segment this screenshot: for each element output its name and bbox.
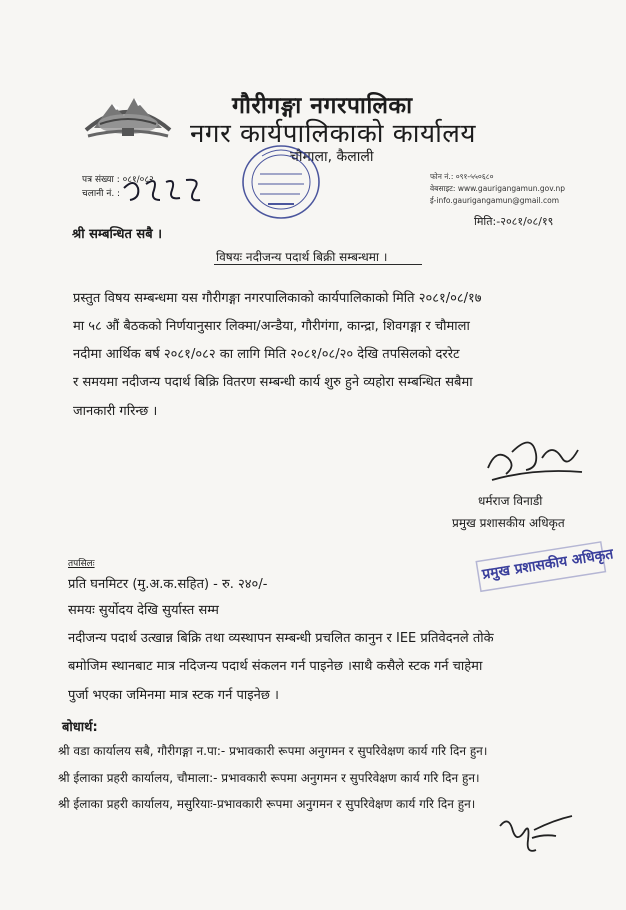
signature-icon — [482, 428, 586, 486]
subject-underline — [214, 264, 422, 265]
handwritten-dispatch-number — [120, 174, 206, 204]
reference-number: पत्र संख्या : ०८१/०८२ — [82, 175, 154, 185]
body-line: प्रस्तुत विषय सम्बन्धमा यस गौरीगङ्गा नगरपालिकाको कार्यपालिकाको मिति २०८१/०८/१७ — [73, 291, 482, 306]
office-name: नगर कार्यपालिकाको कार्यालय — [190, 119, 477, 149]
initials-signature-icon — [494, 810, 578, 860]
nepal-emblem-icon — [82, 80, 174, 142]
signer-name: धर्मराज विनाडी — [478, 494, 543, 508]
office-location: चौमाला, कैलाली — [290, 149, 374, 165]
signer-title: प्रमुख प्रशासकीय अधिकृत — [452, 516, 565, 530]
phone-number: फोन नं.: ०९१-५५०६८० — [430, 172, 494, 181]
body-line: जानकारी गरिन्छ । — [73, 404, 158, 419]
cc-line: श्री वडा कार्यालय सबै, गौरीगङ्गा न.पा:- प्रभावकारी रूपमा अनुगमन र सुपरिवेक्षण कार्य गरि दिन हुन। — [58, 744, 488, 758]
website: वेबसाइट: www.gaurigangamun.gov.np — [430, 184, 565, 193]
email: ई-info.gaurigangamun@gmail.com — [430, 196, 559, 205]
note-line: नदीजन्य पदार्थ उत्खान्न बिक्रि तथा व्यस्थापन सम्बन्धी प्रचलित कानुन र IEE प्रतिवेदनले तोके — [68, 631, 494, 646]
note-line: पुर्जा भएका जमिनमा मात्र स्टक गर्न पाइनेछ । — [68, 688, 279, 703]
salutation: श्री सम्बन्धित सबै । — [72, 227, 163, 242]
body-line: र समयमा नदीजन्य पदार्थ बिक्रि वितरण सम्बन्धी कार्य शुरु हुने व्यहोरा सम्बन्धित सबैमा — [73, 375, 473, 390]
time-line: समयः सुर्योदय देखि सुर्यास्त सम्म — [68, 603, 219, 618]
details-label: तपसिलः — [68, 559, 95, 569]
letter-date: मिति:-२०८१/०८/१९ — [474, 215, 554, 228]
rate-line: प्रति घनमिटर (मु.अ.क.सहित) - रु. २४०/- — [68, 577, 268, 592]
cc-line: श्री ईलाका प्रहरी कार्यालय, चौमाला:- प्रभावकारी रूपमा अनुगमन र सुपरिवेक्षण कार्य गरि दिन हुन। — [58, 771, 480, 785]
organization-name: गौरीगङ्गा नगरपालिका — [232, 93, 413, 119]
designation-stamp-text: प्रमुख प्रशासकीय अधिकृत — [481, 546, 615, 583]
round-office-stamp-icon — [238, 138, 324, 226]
dispatch-number-label: चलानी नं. : — [82, 189, 121, 199]
body-line: नदीमा आर्थिक बर्ष २०८१/०८२ का लागि मिति २०८१/०८/२० देखि तपसिलको दररेट — [73, 347, 460, 362]
note-line: बमोजिम स्थानबाट मात्र नदिजन्य पदार्थ संकलन गर्न पाइनेछ ।साथै कसैले स्टक गर्न चाहेमा — [68, 659, 483, 674]
letter-subject: विषयः नदीजन्य पदार्थ बिक्री सम्बन्धमा । — [216, 250, 388, 264]
cc-heading: बोधार्थ: — [62, 720, 98, 735]
body-line: मा ५८ औं बैठकको निर्णयानुसार लिक्मा/अन्डैया, गौरीगंगा, कान्द्रा, शिवगङ्गा र चौमाला — [73, 319, 470, 334]
cc-line: श्री ईलाका प्रहरी कार्यालय, मसुरियाः-प्रभावकारी रूपमा अनुगमन र सुपरिवेक्षण कार्य गरि दिन हुन। — [58, 797, 476, 811]
designation-stamp — [474, 540, 615, 600]
